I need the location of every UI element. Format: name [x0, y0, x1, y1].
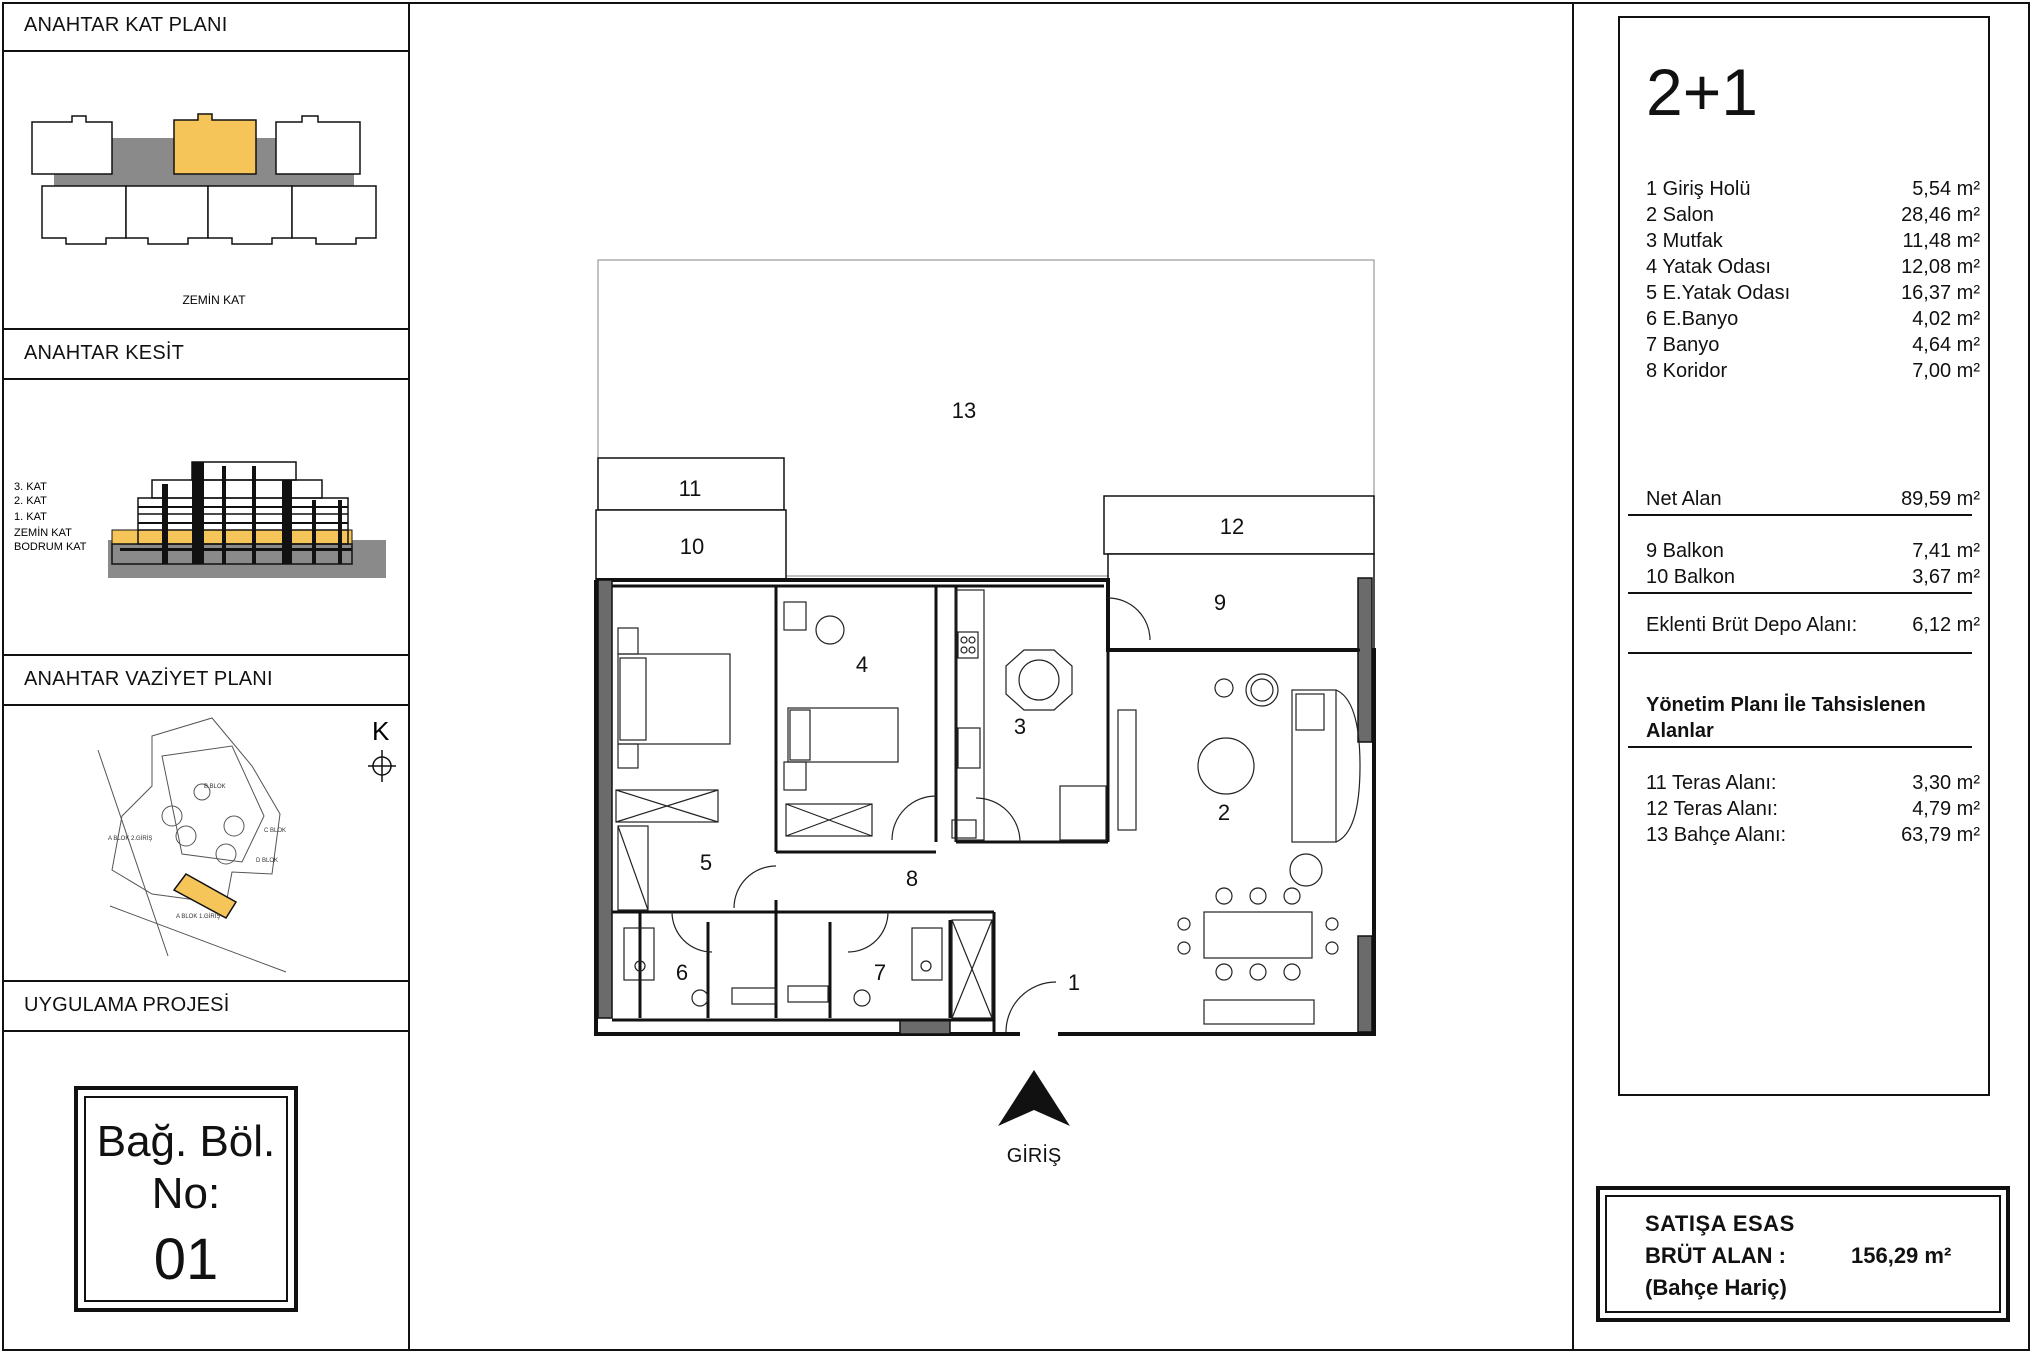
room-row: 4 Yatak Odası 12,08 m²: [1646, 256, 1980, 278]
key-site-plan-drawing: [2, 706, 408, 980]
room-number-1: 1: [1067, 970, 1081, 995]
balcony-row: 10 Balkon 3,67 m²: [1646, 566, 1980, 588]
balcony-row: 9 Balkon 7,41 m²: [1646, 540, 1980, 562]
key-floor-plan-drawing: [2, 52, 408, 328]
room-row: 2 Salon 28,46 m²: [1646, 204, 1980, 226]
divider: [1628, 514, 1972, 516]
room-number-2: 2: [1217, 800, 1231, 825]
storage-row: Eklenti Brüt Depo Alanı: 6,12 m²: [1646, 614, 1980, 636]
key-site-plan-title: ANAHTAR VAZİYET PLANI: [2, 656, 408, 706]
key-section: [2, 380, 408, 656]
key-floor-plan-caption: ZEMİN KAT: [182, 293, 246, 307]
room-number-8: 8: [905, 866, 919, 891]
key-site-plan: [2, 706, 408, 982]
unit-number-box: [74, 1086, 298, 1312]
room-number-3: 3: [1013, 714, 1027, 739]
floor-label-2: 2. KAT: [14, 495, 47, 507]
entrance-label: GİRİŞ: [1006, 1145, 1062, 1167]
room-number-7: 7: [873, 960, 887, 985]
floor-label-ground: ZEMİN KAT: [14, 527, 72, 539]
site-label-a-block-entry1: A BLOK 1.GİRİŞ: [176, 914, 221, 920]
room-row: 3 Mutfak 11,48 m²: [1646, 230, 1980, 252]
room-number-6: 6: [675, 960, 689, 985]
gross-area-label: BRÜT ALAN :: [1645, 1243, 1786, 1268]
floor-plan: [410, 2, 1570, 1351]
room-number-11: 11: [678, 476, 702, 501]
site-label-a-block-entry2: A BLOK 2.GİRİŞ: [108, 836, 153, 842]
room-number-4: 4: [855, 652, 869, 677]
unit-number-label-2: No:: [151, 1169, 221, 1218]
sale-area-box: [1596, 1186, 2010, 1322]
allocated-row: 13 Bahçe Alanı: 63,79 m²: [1646, 824, 1980, 846]
room-row: 6 E.Banyo 4,02 m²: [1646, 308, 1980, 330]
room-row: 8 Koridor 7,00 m²: [1646, 360, 1980, 382]
divider: [1628, 746, 1972, 748]
key-section-title: ANAHTAR KESİT: [2, 330, 408, 380]
key-floor-plan-title: ANAHTAR KAT PLANI: [2, 2, 408, 52]
site-label-d-block: D BLOK: [256, 858, 279, 864]
highlighted-site-block: [174, 874, 236, 918]
room-row: 5 E.Yatak Odası 16,37 m²: [1646, 282, 1980, 304]
north-label: K: [372, 716, 390, 746]
highlighted-block: [174, 114, 256, 174]
management-plan-title: Yönetim Planı İle Tahsislenen Alanlar: [1646, 694, 1926, 742]
floor-label-basement: BODRUM KAT: [14, 541, 87, 553]
balcony-9: [1108, 554, 1374, 650]
key-floor-plan: [2, 52, 408, 330]
site-label-c-block: C BLOK: [264, 828, 287, 834]
area-table: [1618, 16, 1990, 1096]
unit-number-label-1: Bağ. Böl.: [96, 1117, 276, 1166]
key-section-drawing: [2, 380, 408, 654]
room-number-5: 5: [699, 850, 713, 875]
net-area-row: Net Alan 89,59 m²: [1646, 488, 1980, 510]
floor-label-1: 1. KAT: [14, 511, 47, 523]
unit-number: 01: [153, 1227, 219, 1292]
entrance-arrow-icon: [998, 1070, 1070, 1126]
divider: [1628, 652, 1972, 654]
unit-type: 2+1: [1646, 55, 1758, 129]
gross-area-note: (Bahçe Hariç): [1645, 1275, 1787, 1300]
site-label-b-block: B BLOK: [204, 784, 226, 790]
room-number-10: 10: [679, 534, 705, 559]
divider: [1628, 592, 1972, 594]
room-row: 1 Giriş Holü 5,54 m²: [1646, 178, 1980, 200]
room-number-13: 13: [951, 398, 977, 423]
room-number-9: 9: [1213, 590, 1227, 615]
room-row: 7 Banyo 4,64 m²: [1646, 334, 1980, 356]
north-arrow-icon: [368, 750, 396, 782]
allocated-row: 11 Teras Alanı: 3,30 m²: [1646, 772, 1980, 794]
gross-area-value: 156,29 m²: [1851, 1243, 1952, 1268]
project-title: UYGULAMA PROJESİ: [2, 982, 408, 1032]
room-number-12: 12: [1219, 514, 1245, 539]
floor-label-3: 3. KAT: [14, 481, 47, 493]
allocated-row: 12 Teras Alanı: 4,79 m²: [1646, 798, 1980, 820]
sale-title: SATIŞA ESAS: [1645, 1211, 1795, 1236]
left-info-column: [2, 2, 410, 1351]
